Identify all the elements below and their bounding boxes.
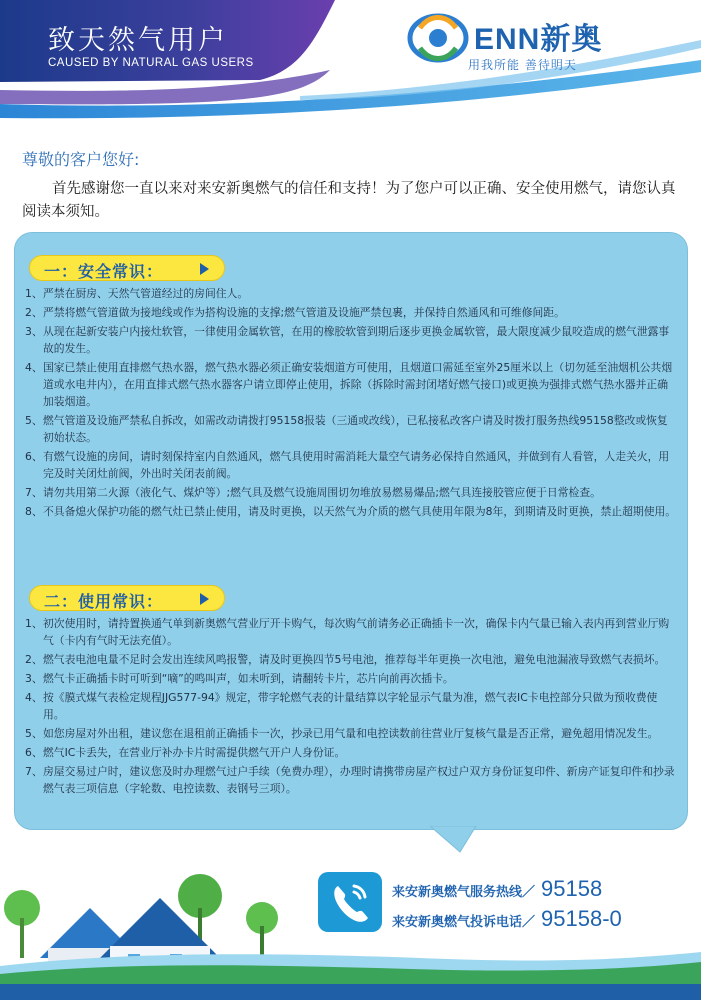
section-usage-title: 二：使用常识： [44,592,164,611]
list-item: 2、 严禁将燃气管道做为接地线或作为搭构设施的支撑;燃气管道及设施严禁包裹，并保持自然通风和可维修间距。 [25,306,565,319]
notice-panel [14,232,688,830]
phone-badge [318,872,382,932]
section-usage-heading [29,585,225,611]
page-title: 致天然气用户 [48,25,228,56]
section-safety-heading [29,255,225,281]
section-safety-title: 一：安全常识： [44,262,164,281]
list-item: 2、 燃气表电池电量不足时会发出连续风鸣报警，请及时更换四节5号电池，推荐每半年更换一次电池，避免电池漏液导致燃气表损坏。 [25,653,666,666]
service-hotline [392,876,602,902]
list-item: 3、 燃气卡正确插卡时可听到“嘀”的鸣叫声，如未听到，请翻转卡片，芯片向前再次插卡。 [25,672,454,685]
page-subtitle: CAUSED BY NATURAL GAS USERS [48,57,254,69]
brand-slogan: 用我所能 善待明天 [468,58,577,72]
complaint-hotline-number[interactable]: 95158-0 [541,906,622,931]
list-item: 5、 燃气管道及设施严禁私自拆改，如需改动请拨打95158报装（三通或改线），已私接私改客户请及时拨打服务热线95158整改或恢复初始状态。 [25,414,668,444]
brand-name: ENN新奥 [474,23,603,56]
list-item: 6、 有燃气设施的房间，请时刻保持室内自然通风，燃气具使用时需消耗大量空气请务必保持自然通风，并做到有人看管，人走关火，用完及时关闭灶前阀，外出时关闭表前阀。 [25,450,670,480]
list-item: 5、 如您房屋对外出租，建议您在退租前正确插卡一次，抄录已用气量和电控读数前往营业厅复核气量是否正常，避免超用情况发生。 [25,727,659,740]
list-item: 1、 初次使用时，请持置换通气单到新奥燃气营业厅开卡购气，每次购气前请务必正确插卡一次，确保卡内气量已输入表内再到营业厅购气（卡内有气时无法充值）。 [25,617,670,647]
safety-list [25,285,677,522]
play-arrow-icon [194,259,214,279]
greeting: 尊敬的客户您好: [22,150,140,169]
list-item: 1、 严禁在厨房、天然气管道经过的房间住人。 [25,287,249,300]
list-item: 6、 燃气IC卡丢失，在营业厅补办卡片时需提供燃气开户人身份证。 [25,746,346,759]
list-item: 4、 国家已禁止使用直排燃气热水器，燃气热水器必须正确安装烟道方可使用，且烟道口需延至室外25厘米以上（切勿延至油烟机公共烟道或水电井内），在用直排式燃气热水器客户请立即停止使用，拆除（拆除时需封闭堵好燃气接口)或更换为强排式燃气热水器并正确加装烟道。 [25,361,673,408]
list-item: 8、 不具备熄火保护功能的燃气灶已禁止使用，请及时更换，以天然气为介质的燃气具使用年限为8年，到期请及时更换，禁止超期使用。 [25,505,677,518]
complaint-hotline-label: 来安新奥燃气投诉电话／ [392,915,536,930]
bottom-color-bar [0,976,701,1000]
brand-logo [404,4,694,84]
intro-paragraph: 首先感谢您一直以来对来安新奥燃气的信任和支持！为了您户可以正确、安全使用燃气，请您认真阅读本须知。 [22,181,676,220]
enn-sunflower-logo-icon [406,8,470,72]
list-item: 7、 请勿共用第二火源（液化气、煤炉等）;燃气具及燃气设施周围切勿堆放易燃易爆品;燃气具连接胶管应便于日常检查。 [25,486,601,499]
service-hotline-number[interactable]: 95158 [541,876,603,901]
service-hotline-label: 来安新奥燃气服务热线／ [392,885,536,900]
list-item: 7、 房屋交易过户时，建议您及时办理燃气过户手续（免费办理），办理时请携带房屋产权过户双方身份证复印件、新房产证复印件和抄录燃气表三项信息（字轮数、电控读数、表钢号三项）。 [25,765,675,795]
list-item: 4、 按《膜式煤气表检定规程JJG577-94》规定，带字轮燃气表的计量结算以字轮显示气量为准，燃气表IC卡电控部分只做为预收费使用。 [25,691,658,721]
telephone-handset-icon [318,872,382,932]
play-arrow-icon [194,589,214,609]
list-item: 3、 从现在起新安装户内接灶软管，一律使用金属软管，在用的橡胶软管到期后逐步更换金属软管，最大限度减少鼠咬造成的燃气泄露事故的发生。 [25,325,670,355]
usage-list [25,615,677,799]
complaint-hotline [392,906,622,932]
